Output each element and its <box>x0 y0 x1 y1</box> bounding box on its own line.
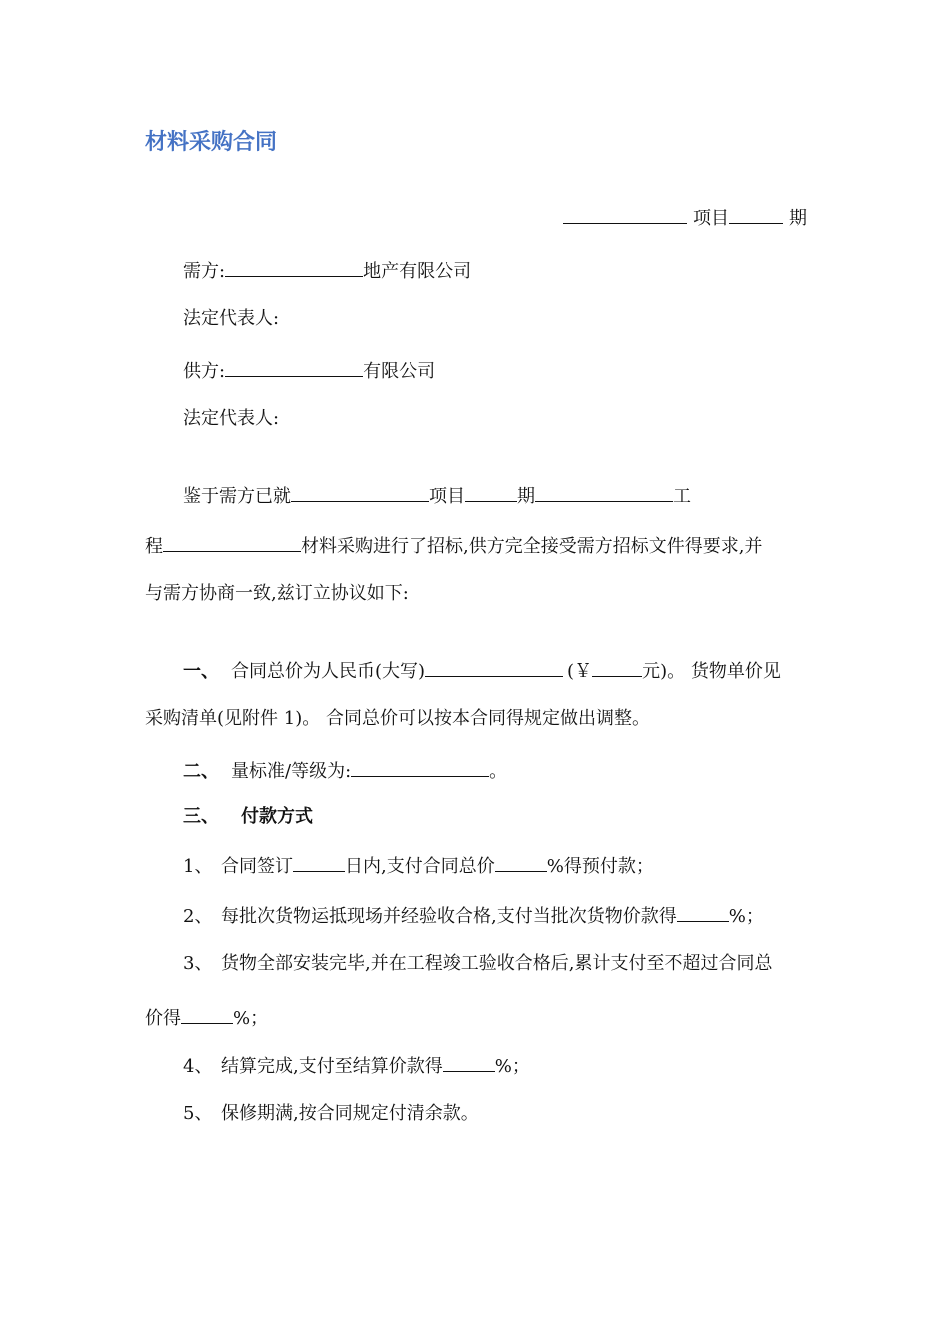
preamble-material-blank[interactable] <box>163 531 301 552</box>
party-a-label: 需方: <box>183 261 226 282</box>
preamble-work-blank[interactable] <box>535 481 673 502</box>
party-b-label: 供方: <box>183 361 226 382</box>
clause-3-number: 三、 <box>183 806 219 827</box>
payment-item-3-cont <box>145 1003 268 1032</box>
payment-item-5-number: 5、 <box>183 1103 213 1124</box>
contract-total-words-blank[interactable] <box>425 656 563 677</box>
party-a-line <box>183 256 471 285</box>
preamble-line-3: 与需方协商一致,兹订立协议如下: <box>145 583 409 604</box>
preamble-phase-blank[interactable] <box>465 481 517 502</box>
party-b-line <box>183 356 435 385</box>
project-label: 项目 <box>693 208 729 229</box>
preamble-line-2 <box>145 531 762 560</box>
clause-2-text: 量标准/等级为: <box>231 761 352 782</box>
document-title: 材料采购合同 <box>145 130 278 155</box>
payment-item-1-text-3: %得预付款； <box>546 856 654 877</box>
clause-3-heading: 付款方式 <box>241 806 313 827</box>
party-a-rep: 法定代表人: <box>183 308 280 329</box>
preamble-text-2: 材料采购进行了招标,供方完全接受需方招标文件得要求,并 <box>301 536 763 557</box>
contract-total-number-blank[interactable] <box>592 656 642 677</box>
clause-1-line-2: 采购清单(见附件 1)。 合同总价可以按本合同得规定做出调整。 <box>145 708 650 729</box>
payment-item-5 <box>183 1101 479 1127</box>
payment-item-4-number: 4、 <box>183 1056 213 1077</box>
payment-item-2 <box>183 901 764 930</box>
payment-item-1-text-2: 日内,支付合同总价 <box>345 856 495 877</box>
preamble-line-1 <box>183 481 691 510</box>
preamble-work-label: 工 <box>673 486 691 507</box>
party-b-rep: 法定代表人: <box>183 408 280 429</box>
preamble-phase-label: 期 <box>517 486 535 507</box>
clause-1-line-1 <box>183 656 781 685</box>
clause-1-text-2: 元)。 货物单价见 <box>642 661 781 682</box>
advance-days-blank[interactable] <box>293 851 345 872</box>
settlement-percent-blank[interactable] <box>443 1051 495 1072</box>
preamble-cheng: 程 <box>145 536 163 557</box>
payment-item-3-text-2: 价得 <box>145 1008 181 1029</box>
payment-item-3-text: 货物全部安装完毕,并在工程竣工验收合格后,累计支付至不超过合同总 <box>221 953 773 974</box>
payment-item-1-text: 合同签订 <box>221 856 293 877</box>
clause-1-text: 合同总价为人民币(大写) <box>231 661 426 682</box>
payment-item-1 <box>183 851 654 880</box>
payment-item-2-number: 2、 <box>183 906 213 927</box>
clause-3-line <box>183 804 313 830</box>
payment-item-4-text: 结算完成,支付至结算价款得 <box>221 1056 443 1077</box>
quality-standard-blank[interactable] <box>351 756 489 777</box>
project-name-blank[interactable] <box>563 203 687 224</box>
batch-percent-blank[interactable] <box>677 901 729 922</box>
phase-label: 期 <box>789 208 807 229</box>
payment-item-2-end: %； <box>728 906 764 927</box>
party-a-suffix: 地产有限公司 <box>363 261 472 282</box>
payment-item-4 <box>183 1051 530 1080</box>
clause-1-number: 一、 <box>183 661 219 682</box>
advance-percent-blank[interactable] <box>495 851 547 872</box>
yuan-symbol: (￥ <box>567 661 593 682</box>
party-b-suffix: 有限公司 <box>363 361 436 382</box>
preamble-project-blank[interactable] <box>291 481 429 502</box>
project-phase-line <box>563 203 807 232</box>
payment-item-5-text: 保修期满,按合同规定付清余款。 <box>221 1103 479 1124</box>
phase-blank[interactable] <box>729 203 783 224</box>
payment-item-3-end: %； <box>233 1008 269 1029</box>
clause-2-line <box>183 756 507 785</box>
preamble-project-label: 项目 <box>429 486 465 507</box>
payment-item-1-number: 1、 <box>183 856 213 877</box>
payment-item-3 <box>183 951 772 977</box>
completion-percent-blank[interactable] <box>181 1003 233 1024</box>
clause-2-number: 二、 <box>183 761 219 782</box>
preamble-text: 鉴于需方已就 <box>183 486 291 507</box>
party-b-blank[interactable] <box>225 356 363 377</box>
payment-item-3-number: 3、 <box>183 953 213 974</box>
clause-2-end: 。 <box>489 761 508 782</box>
payment-item-4-end: %； <box>494 1056 530 1077</box>
payment-item-2-text: 每批次货物运抵现场并经验收合格,支付当批次货物价款得 <box>221 906 677 927</box>
party-a-blank[interactable] <box>225 256 363 277</box>
